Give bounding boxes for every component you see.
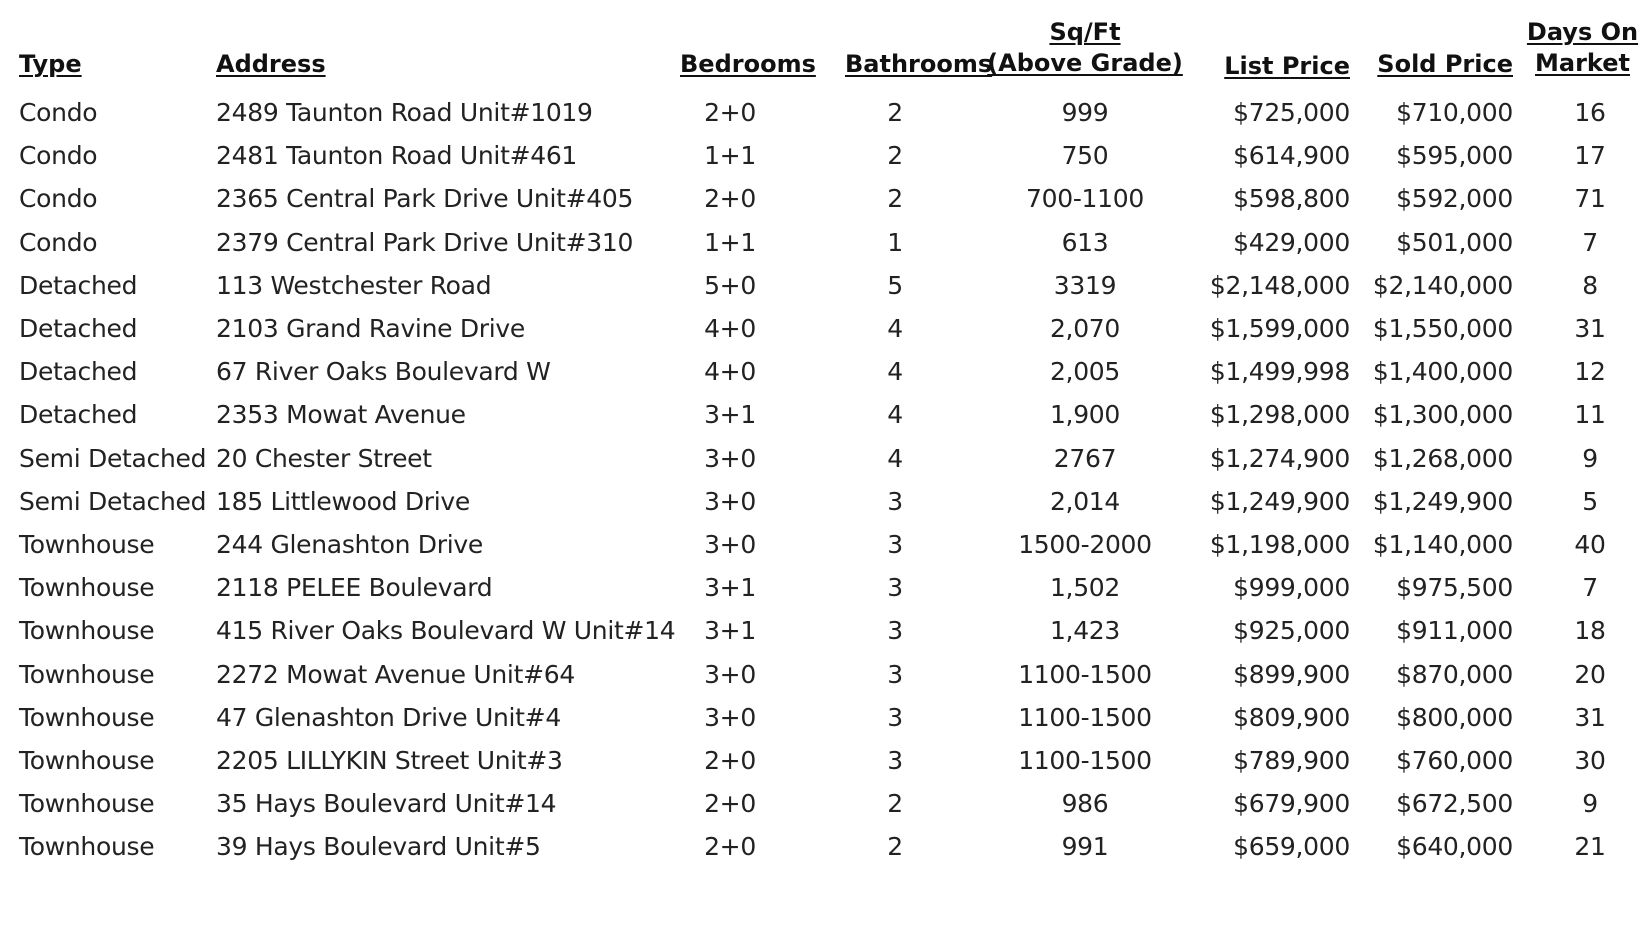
cell-days-on-market: 31 <box>1574 314 1606 343</box>
header-dom-line2: Market <box>1535 49 1630 77</box>
cell-bathrooms: 2 <box>887 789 903 819</box>
cell-sqft: 1,900 <box>1049 400 1121 430</box>
cell-list-price: $925,000 <box>1233 616 1350 646</box>
cell-type: Detached <box>19 270 138 300</box>
cell-days-on-market: 12 <box>1574 357 1606 387</box>
cell-address: 2481 Taunton Road Unit#461 <box>216 141 578 171</box>
cell-bathrooms: 1 <box>887 227 903 257</box>
cell-address: 67 River Oaks Boulevard W <box>216 357 551 387</box>
header-days-on-market <box>1520 17 1645 79</box>
cell-type: Semi Detached <box>19 443 207 473</box>
cell-address: 2272 Mowat Avenue Unit#64 <box>216 659 575 689</box>
cell-address: 2353 Mowat Avenue <box>216 400 466 430</box>
cell-sqft: 2,070 <box>1049 314 1121 343</box>
cell-sold-price: $975,500 <box>1396 573 1513 603</box>
cell-bathrooms: 4 <box>887 357 903 387</box>
cell-address: 244 Glenashton Drive <box>216 530 483 559</box>
cell-list-price: $429,000 <box>1233 227 1350 257</box>
cell-sqft: 613 <box>1061 227 1109 257</box>
cell-type: Townhouse <box>19 702 155 732</box>
cell-days-on-market: 9 <box>1582 443 1598 473</box>
cell-sqft: 2,005 <box>1049 357 1121 387</box>
cell-bedrooms: 2+0 <box>704 98 756 127</box>
table-row <box>0 522 1650 568</box>
cell-list-price: $899,900 <box>1233 659 1350 689</box>
cell-type: Condo <box>19 227 98 257</box>
cell-bedrooms: 3+1 <box>704 573 756 603</box>
cell-address: 2365 Central Park Drive Unit#405 <box>216 184 634 214</box>
table-row <box>0 392 1650 438</box>
cell-sqft: 1100-1500 <box>1018 702 1152 732</box>
table-row <box>0 349 1650 395</box>
table-row <box>0 652 1650 698</box>
cell-bedrooms: 3+0 <box>704 443 756 473</box>
cell-days-on-market: 11 <box>1574 400 1606 430</box>
cell-sqft: 991 <box>1061 832 1109 862</box>
cell-days-on-market: 16 <box>1574 98 1606 127</box>
cell-bedrooms: 3+1 <box>704 400 756 430</box>
cell-bathrooms: 4 <box>887 443 903 473</box>
header-sqft-line1: Sq/Ft <box>1049 18 1121 46</box>
cell-address: 20 Chester Street <box>216 443 432 473</box>
cell-sold-price: $1,550,000 <box>1372 314 1513 343</box>
cell-bedrooms: 1+1 <box>704 227 756 257</box>
cell-days-on-market: 40 <box>1574 530 1606 559</box>
cell-days-on-market: 8 <box>1582 270 1598 300</box>
cell-type: Townhouse <box>19 659 155 689</box>
cell-address: 47 Glenashton Drive Unit#4 <box>216 702 561 732</box>
cell-list-price: $1,274,900 <box>1209 443 1350 473</box>
cell-list-price: $809,900 <box>1233 702 1350 732</box>
cell-address: 415 River Oaks Boulevard W Unit#14 <box>216 616 676 646</box>
header-list-price: List Price <box>1224 52 1350 80</box>
cell-list-price: $1,249,900 <box>1209 486 1350 516</box>
cell-list-price: $999,000 <box>1233 573 1350 603</box>
table-row <box>0 608 1650 654</box>
table-row <box>0 306 1650 352</box>
cell-sqft: 1500-2000 <box>1018 530 1152 559</box>
table-row <box>0 781 1650 827</box>
cell-sqft: 2,014 <box>1049 486 1121 516</box>
cell-type: Townhouse <box>19 573 155 603</box>
cell-bathrooms: 3 <box>887 573 903 603</box>
cell-sold-price: $501,000 <box>1396 227 1513 257</box>
cell-address: 2379 Central Park Drive Unit#310 <box>216 227 634 257</box>
cell-list-price: $789,900 <box>1233 746 1350 775</box>
cell-days-on-market: 20 <box>1574 659 1606 689</box>
cell-sold-price: $640,000 <box>1396 832 1513 862</box>
table-row <box>0 479 1650 525</box>
cell-days-on-market: 7 <box>1582 227 1598 257</box>
cell-sqft: 1100-1500 <box>1018 746 1152 775</box>
cell-sqft: 986 <box>1061 789 1109 819</box>
cell-list-price: $1,599,000 <box>1209 314 1350 343</box>
cell-bedrooms: 2+0 <box>704 832 756 862</box>
header-dom-line1: Days On <box>1526 18 1639 46</box>
cell-type: Townhouse <box>19 832 155 862</box>
header-bedrooms: Bedrooms <box>680 50 816 78</box>
cell-sold-price: $710,000 <box>1396 98 1513 127</box>
cell-bedrooms: 3+0 <box>704 659 756 689</box>
cell-sold-price: $870,000 <box>1396 659 1513 689</box>
cell-type: Condo <box>19 141 98 171</box>
cell-sqft: 1100-1500 <box>1018 659 1152 689</box>
cell-type: Townhouse <box>19 616 155 646</box>
cell-bedrooms: 5+0 <box>704 270 756 300</box>
cell-bathrooms: 3 <box>887 702 903 732</box>
cell-sqft: 999 <box>1061 98 1109 127</box>
cell-bathrooms: 3 <box>887 486 903 516</box>
cell-days-on-market: 9 <box>1582 789 1598 819</box>
cell-bathrooms: 2 <box>887 98 903 127</box>
cell-bathrooms: 3 <box>887 530 903 559</box>
cell-list-price: $679,900 <box>1233 789 1350 819</box>
cell-bathrooms: 5 <box>887 270 903 300</box>
cell-list-price: $659,000 <box>1233 832 1350 862</box>
cell-address: 113 Westchester Road <box>216 270 492 300</box>
cell-list-price: $1,499,998 <box>1209 357 1350 387</box>
cell-address: 39 Hays Boulevard Unit#5 <box>216 832 541 862</box>
cell-days-on-market: 30 <box>1574 746 1606 775</box>
cell-sqft: 750 <box>1061 141 1109 171</box>
header-address: Address <box>216 50 326 78</box>
cell-type: Townhouse <box>19 746 155 775</box>
cell-type: Townhouse <box>19 530 155 559</box>
cell-list-price: $1,198,000 <box>1209 530 1350 559</box>
table-row <box>0 565 1650 611</box>
cell-sqft: 1,423 <box>1049 616 1121 646</box>
cell-list-price: $2,148,000 <box>1209 270 1350 300</box>
cell-bathrooms: 3 <box>887 616 903 646</box>
cell-sold-price: $1,140,000 <box>1372 530 1513 559</box>
cell-sold-price: $1,300,000 <box>1372 400 1513 430</box>
table-row <box>0 133 1650 179</box>
cell-sold-price: $2,140,000 <box>1372 270 1513 300</box>
cell-bedrooms: 3+1 <box>704 616 756 646</box>
cell-list-price: $1,298,000 <box>1209 400 1350 430</box>
table-row <box>0 263 1650 309</box>
cell-type: Condo <box>19 184 98 214</box>
cell-bathrooms: 2 <box>887 832 903 862</box>
cell-type: Townhouse <box>19 789 155 819</box>
cell-days-on-market: 17 <box>1574 141 1606 171</box>
cell-sold-price: $1,268,000 <box>1372 443 1513 473</box>
cell-address: 2489 Taunton Road Unit#1019 <box>216 98 593 127</box>
cell-bedrooms: 3+0 <box>704 486 756 516</box>
cell-bathrooms: 3 <box>887 746 903 775</box>
cell-sold-price: $672,500 <box>1396 789 1513 819</box>
cell-bedrooms: 2+0 <box>704 789 756 819</box>
cell-address: 35 Hays Boulevard Unit#14 <box>216 789 557 819</box>
cell-bedrooms: 4+0 <box>704 357 756 387</box>
cell-days-on-market: 71 <box>1574 184 1606 214</box>
cell-sold-price: $595,000 <box>1396 141 1513 171</box>
cell-type: Condo <box>19 98 98 127</box>
cell-sold-price: $592,000 <box>1396 184 1513 214</box>
cell-bathrooms: 2 <box>887 184 903 214</box>
cell-bedrooms: 1+1 <box>704 141 756 171</box>
table-row <box>0 738 1650 784</box>
cell-sold-price: $1,249,900 <box>1372 486 1513 516</box>
cell-sold-price: $800,000 <box>1396 702 1513 732</box>
cell-sold-price: $760,000 <box>1396 746 1513 775</box>
cell-bathrooms: 4 <box>887 400 903 430</box>
cell-address: 2205 LILLYKIN Street Unit#3 <box>216 746 563 775</box>
cell-bedrooms: 3+0 <box>704 702 756 732</box>
cell-list-price: $725,000 <box>1233 98 1350 127</box>
cell-sqft: 2767 <box>1053 443 1117 473</box>
cell-bedrooms: 3+0 <box>704 530 756 559</box>
cell-sqft: 3319 <box>1053 270 1117 300</box>
header-type: Type <box>19 50 82 78</box>
cell-list-price: $598,800 <box>1233 184 1350 214</box>
header-sqft-line2: (Above Grade) <box>987 49 1183 77</box>
cell-type: Detached <box>19 400 138 430</box>
cell-address: 2118 PELEE Boulevard <box>216 573 493 603</box>
cell-bathrooms: 2 <box>887 141 903 171</box>
cell-bathrooms: 3 <box>887 659 903 689</box>
cell-days-on-market: 31 <box>1574 702 1606 732</box>
header-bathrooms: Bathrooms <box>845 50 993 78</box>
cell-bedrooms: 2+0 <box>704 746 756 775</box>
cell-days-on-market: 18 <box>1574 616 1606 646</box>
table-row <box>0 695 1650 741</box>
header-sqft <box>985 17 1185 79</box>
header-sold-price: Sold Price <box>1377 50 1513 78</box>
table-row <box>0 220 1650 266</box>
cell-days-on-market: 5 <box>1582 486 1598 516</box>
table-row <box>0 90 1650 136</box>
cell-type: Semi Detached <box>19 486 207 516</box>
table-row <box>0 824 1650 870</box>
table-row <box>0 176 1650 222</box>
cell-bathrooms: 4 <box>887 314 903 343</box>
cell-list-price: $614,900 <box>1233 141 1350 171</box>
cell-bedrooms: 4+0 <box>704 314 756 343</box>
cell-bedrooms: 2+0 <box>704 184 756 214</box>
cell-sold-price: $911,000 <box>1396 616 1513 646</box>
cell-days-on-market: 21 <box>1574 832 1606 862</box>
cell-type: Detached <box>19 314 138 343</box>
table-row <box>0 436 1650 482</box>
cell-sqft: 1,502 <box>1049 573 1121 603</box>
cell-sold-price: $1,400,000 <box>1372 357 1513 387</box>
cell-days-on-market: 7 <box>1582 573 1598 603</box>
cell-address: 185 Littlewood Drive <box>216 486 470 516</box>
cell-address: 2103 Grand Ravine Drive <box>216 314 526 343</box>
cell-type: Detached <box>19 357 138 387</box>
cell-sqft: 700-1100 <box>1026 184 1144 214</box>
